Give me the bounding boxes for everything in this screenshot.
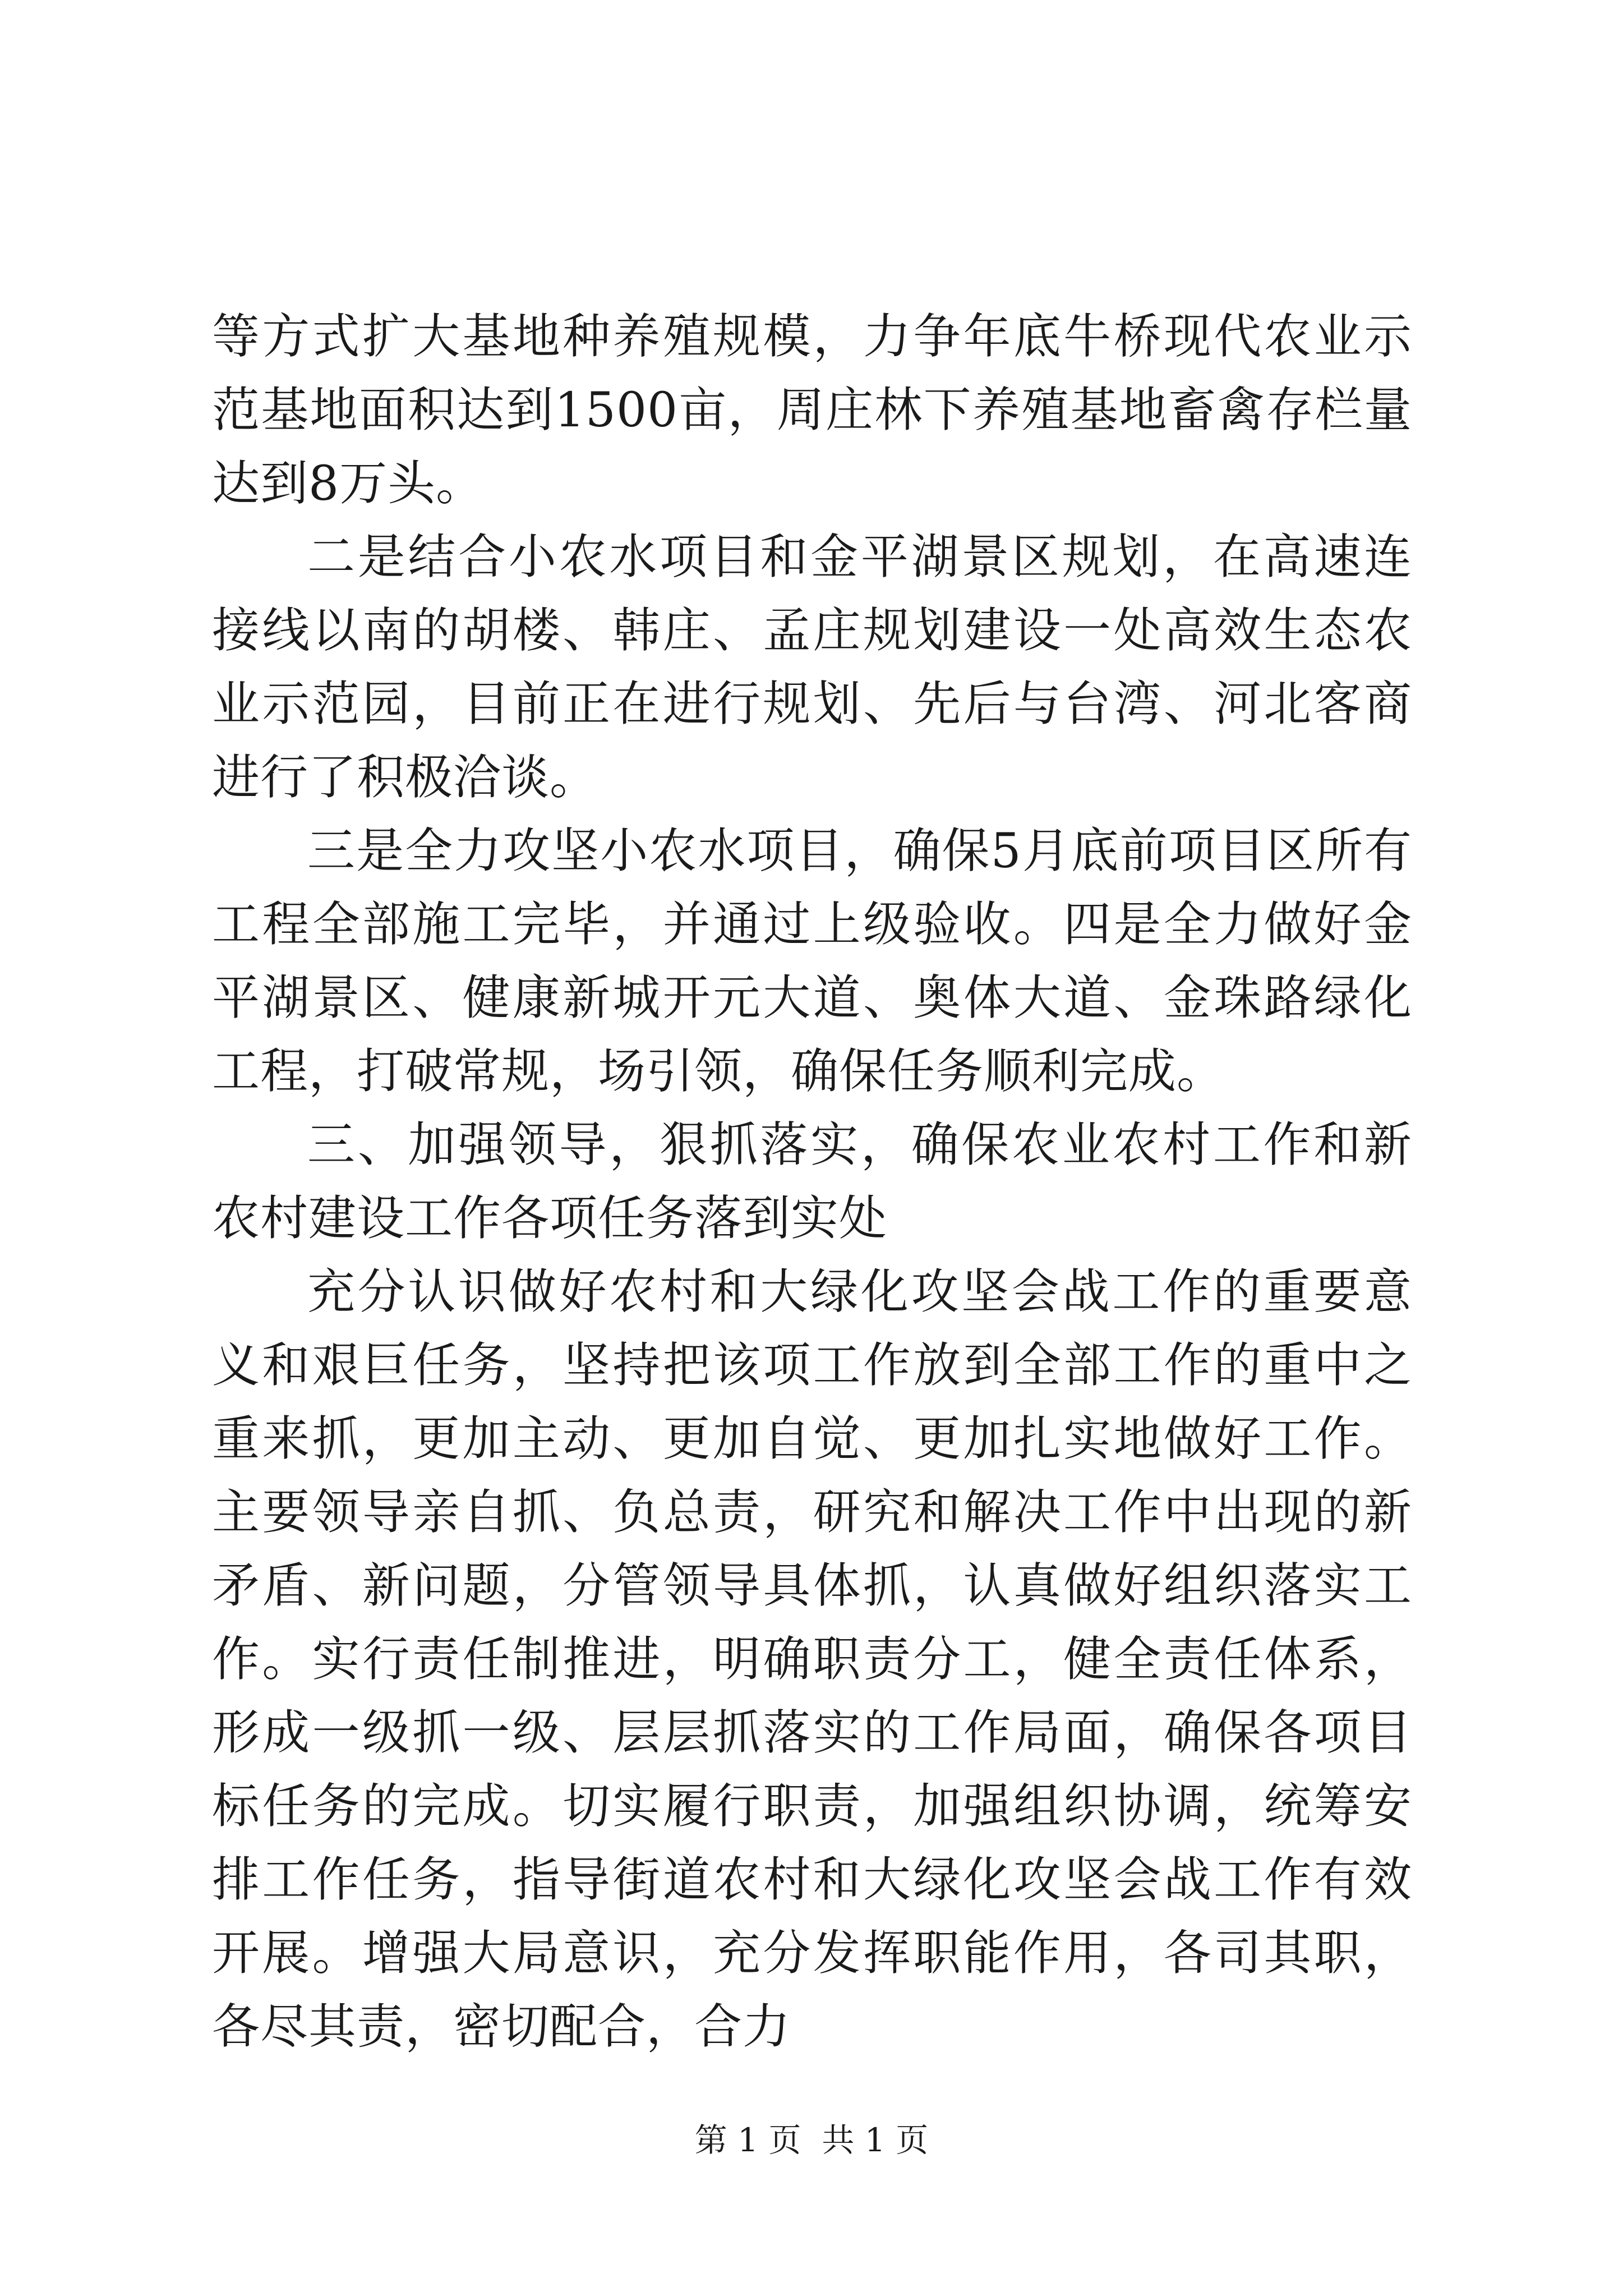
- paragraph-2: 二是结合小农水项目和金平湖景区规划，在高速连接线以南的胡楼、韩庄、孟庄规划建设一处高效生态农业示范园，目前正在进行规划、先后与台湾、河北客商进行了积极洽谈。: [212, 530, 1412, 806]
- section-heading: 三、加强领导，狠抓落实，确保农业农村工作和新农村建设工作各项任务落到实处: [212, 1117, 1412, 1246]
- paragraph-5: 充分认识做好农村和大绿化攻坚会战工作的重要意义和艰巨任务，坚持把该项工作放到全部工作的重中之重来抓，更加主动、更加自觉、更加扎实地做好工作。主要领导亲自抓、负总责，研究和解决工作中出现的新矛盾、新问题，分管领导具体抓，认真做好组织落实工作。实行责任制推进，明确职责分工，健全责任体系，形成一级抓一级、层层抓落实的工作局面，确保各项目标任务的完成。切实履行职责，加强组织协调，统筹安排工作任务，指导街道农村和大绿化攻坚会战工作有效开展。增强大局意识，充分发挥职能作用，各司其职，各尽其责，密切配合，合力: [212, 1264, 1412, 2055]
- page-footer: 第 1 页 共 1 页: [694, 2121, 929, 2159]
- paragraph-3: 三是全力攻坚小农水项目，确保5月底前项目区所有工程全部施工完毕，并通过上级验收。四是全力做好金平湖景区、健康新城开元大道、奥体大道、金珠路绿化工程，打破常规，场引领，确保任务顺利完成。: [212, 823, 1412, 1099]
- paragraph-1: 等方式扩大基地种养殖规模，力争年底牛桥现代农业示范基地面积达到1500亩，周庄林下养殖基地畜禽存栏量达到8万头。: [212, 309, 1412, 512]
- document-body: [212, 300, 1412, 2064]
